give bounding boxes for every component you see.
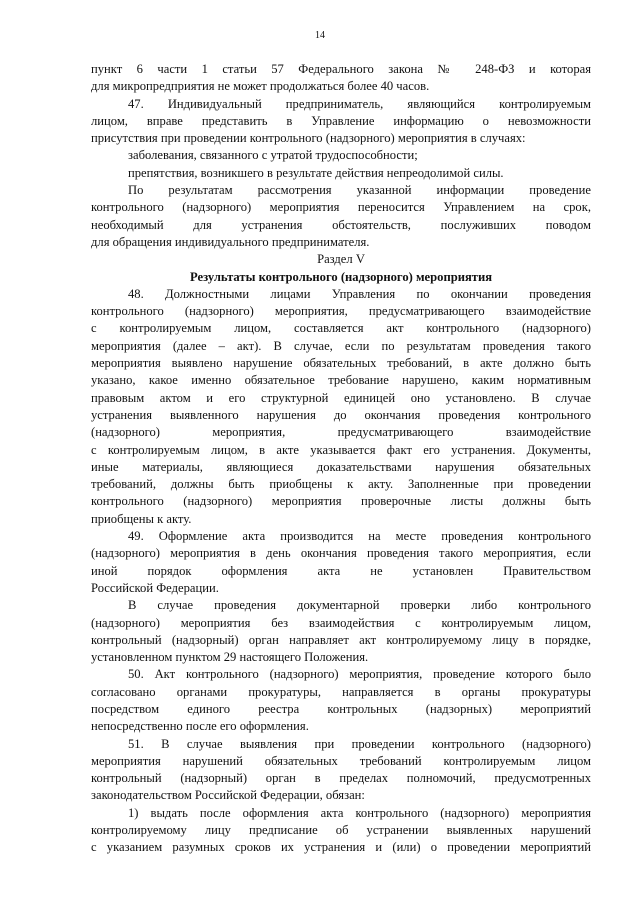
continuation-paragraph (91, 61, 591, 96)
page-number: 14 (315, 30, 325, 41)
text-line: По результатам рассмотрения указанной информации проведение (128, 183, 591, 198)
text-line: 47. Индивидуальный предприниматель, являющийся контролируемым (128, 96, 591, 111)
text-line: В случае проведения документарной проверки либо контрольного (128, 598, 591, 613)
case-item-illness: заболевания, связанного с утратой трудоспособности; (128, 148, 418, 163)
text-line: 49. Оформление акта производится на месте проведения контрольного (128, 529, 591, 544)
text-line: указано, какое именно обязательное требование нарушено, каким нормативным (91, 373, 591, 388)
text-line: мероприятия выявлено нарушение обязательных требований, в акте должно быть (91, 356, 591, 371)
text-line: (надзорного) мероприятия без взаимодействия с контролируемым лицом, (91, 615, 591, 630)
paragraph-47 (91, 96, 591, 252)
text-line: (надзорного) мероприятия, предусматривающего взаимодействие (91, 425, 591, 440)
section-title: Результаты контрольного (надзорного) мероприятия (189, 269, 493, 284)
text-line: присутствия при проведении контрольного (надзорного) мероприятия в случаях: (91, 131, 526, 146)
text-line: Российской Федерации. (91, 580, 219, 595)
text-line: контролируемому лицу предписание об устранении выявленных нарушений (91, 823, 591, 838)
text-line: лицом, вправе представить в Управление информацию о невозможности (91, 113, 591, 128)
text-line: установленном пунктом 29 настоящего Положения. (91, 650, 369, 665)
paragraph-49 (91, 528, 591, 666)
text-line: контрольного (надзорного) мероприятия проверочные листы должны быть (91, 494, 591, 509)
text-line: для обращения индивидуального предпринимателя. (91, 234, 370, 249)
text-line: контрольный (надзорный) орган направляет акт контролируемому лицу в порядке, (91, 632, 591, 647)
text-line: 48. Должностными лицами Управления по окончании проведения (128, 286, 591, 301)
text-line: посредством единого реестра контрольных (надзорных) мероприятий (91, 701, 591, 716)
text-line: иной порядок оформления акта не установлен Правительством (91, 563, 591, 578)
text-line: с указанием разумных сроков их устранения и (или) о проведении мероприятий (91, 840, 591, 855)
text-line: правовым актом и его структурной единицей оно установлено. В случае (91, 390, 591, 405)
text-line: 1) выдать после оформления акта контрольного (надзорного) мероприятия (128, 805, 591, 820)
text-line: пункт 6 части 1 статьи 57 Федерального закона № 248-ФЗ и которая (91, 62, 591, 76)
text-line: с контролируемым лицом, составляется акт контрольного (надзорного) (91, 321, 591, 336)
text-line: непосредственно после его оформления. (91, 719, 309, 734)
text-line: согласовано органами прокуратуры, направляется в органы прокуратуры (91, 684, 591, 699)
text-line: 50. Акт контрольного (надзорного) мероприятия, проведение которого было (128, 667, 591, 682)
section-number: Раздел V (317, 252, 365, 267)
text-line: законодательством Российской Федерации, обязан: (91, 788, 365, 803)
paragraph-51 (91, 736, 591, 857)
text-line: мероприятия нарушений обязательных требований контролируемым лицом (91, 753, 591, 768)
paragraph-48 (91, 286, 591, 528)
text-line: иные материалы, являющиеся доказательствами нарушения обязательных (91, 459, 591, 474)
text-line: с контролируемым лицом, в акте указывается факт его устранения. Документы, (91, 442, 591, 457)
text-line: 51. В случае выявления при проведении контрольного (надзорного) (128, 736, 591, 751)
text-line: контрольного (надзорного) мероприятия переносится Управлением на срок, (91, 200, 591, 215)
text-line: приобщены к акту. (91, 511, 192, 526)
text-line: необходимый для устранения обстоятельств, послуживших поводом (91, 217, 591, 232)
paragraph-50 (91, 666, 591, 735)
text-line: контрольный (надзорный) орган в пределах полномочий, предусмотренных (91, 771, 591, 786)
text-line: (надзорного) мероприятия в день окончания проведения такого мероприятия, если (91, 546, 591, 561)
text-line: устранения выявленного нарушения до окончания проведения контрольного (91, 407, 591, 422)
document-body (91, 61, 591, 857)
text-line: требований, должны быть приобщены к акту. Заполненные при проведении (91, 477, 591, 492)
text-line: мероприятия (далее – акт). В случае, если по результатам проведения такого (91, 338, 591, 353)
text-line: контрольного (надзорного) мероприятия, предусматривающего взаимодействие (91, 304, 591, 319)
case-item-force-majeure: препятствия, возникшего в результате действия непреодолимой силы. (128, 165, 504, 180)
text-line: для микропредприятия не может продолжаться более 40 часов. (91, 79, 430, 94)
